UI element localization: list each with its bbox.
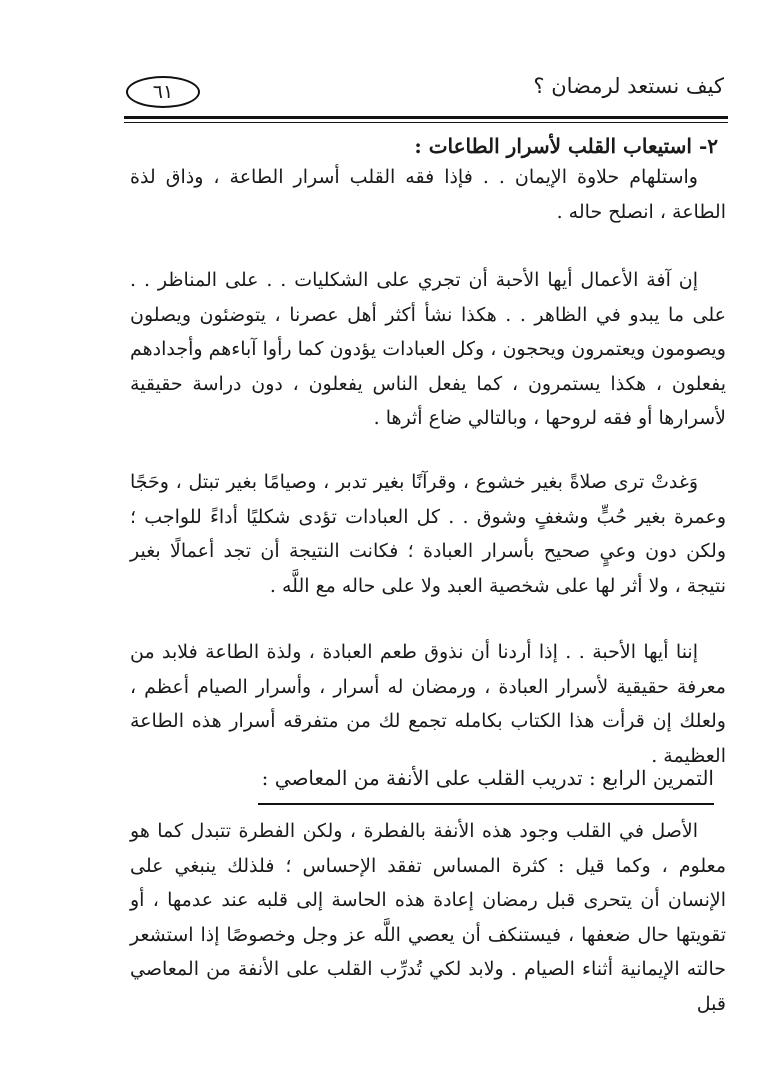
header-rule bbox=[124, 116, 728, 119]
page-number: ٦١ bbox=[152, 80, 174, 103]
exercise-heading-underline bbox=[258, 803, 714, 805]
running-title: كيف نستعد لرمضان ؟ bbox=[533, 74, 724, 98]
paragraph-5: الأصل في القلب وجود هذه الأنفة بالفطرة ، ولكن الفطرة تتبدل كما هو معلوم ، وكما قيل : كثرة المساس تفقد الإحساس ؛ فلذلك ينبغي على الإنسان أن يتحرى قبل رمضان إعادة هذه الحاسة إلى قلبه عند عدمها ، أو تقويتها حال ضعفها ، فيستنكف أن يعصي اللَّه عز وجل وخصوصًا إذا استشعر حالته الإيمانية أثناء الصيام . ولابد لكي تُدرِّب القلب على الأنفة من المعاصي قبل bbox=[130, 820, 726, 1015]
paragraph-1: واستلهام حلاوة الإيمان . . فإذا فقه القلب أسرار الطاعة ، وذاق لذة الطاعة ، انصلح حاله . bbox=[130, 166, 726, 223]
section-heading: ٢- استيعاب القلب لأسرار الطاعات : bbox=[414, 134, 718, 158]
page-number-oval bbox=[126, 76, 200, 108]
paragraph-3: وَغدتْ ترى صلاةً بغير خشوع ، وقرآنًا بغير تدبر ، وصيامًا بغير تبتل ، وحَجًا وعمرة بغير حُبٍّ وشغفٍ وشوق . . كل العبادات تؤدى شكليًا أداءً للواجب ؛ ولكن دون وعيٍ صحيح بأسرار العبادة ؛ فكانت النتيجة أن تجد أعمالًا بغير نتيجة ، ولا أثر لها على شخصية العبد ولا على حاله مع اللَّه . bbox=[130, 471, 726, 597]
exercise-heading: التمرين الرابع : تدريب القلب على الأنفة من المعاصي : bbox=[261, 766, 714, 790]
paragraph-4: إننا أيها الأحبة . . إذا أردنا أن نذوق طعم العبادة ، ولذة الطاعة فلابد من معرفة حقيقية لأسرار العبادة ، ورمضان له أسرار ، وأسرار الصيام أعظم ، ولعلك إن قرأت هذا الكتاب بكامله تجمع لك من متفرقه أسرار هذه الطاعة العظيمة . bbox=[130, 641, 726, 767]
header-rule-thin bbox=[124, 122, 728, 123]
paragraph-2: إن آفة الأعمال أيها الأحبة أن تجري على الشكليات . . على المناظر . . على ما يبدو في الظاهر . . هكذا نشأ أكثر أهل عصرنا ، يتوضئون ويصلون ويصومون ويعتمرون ويحجون ، وكل العبادات يؤدون كما رأوا آباءهم وأجدادهم يفعلون ، هكذا يستمرون ، كما يفعل الناس يفعلون ، دون دراسة حقيقية لأسرارها أو فقه لروحها ، وبالتالي ضاع أثرها . bbox=[130, 269, 726, 429]
